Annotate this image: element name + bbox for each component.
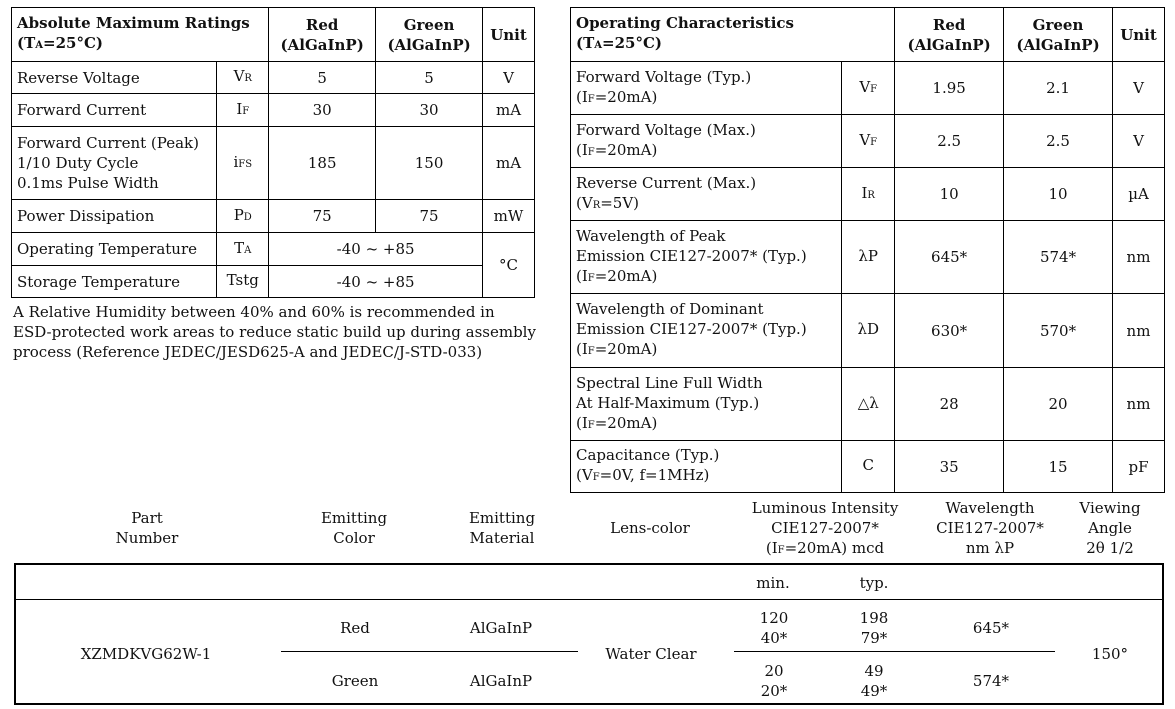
oc-col-red: Red (AlGaInP) — [895, 8, 1004, 62]
green-value: 10 — [1004, 168, 1113, 221]
table-row — [571, 441, 1165, 493]
table-row — [571, 368, 1165, 441]
table-row — [12, 266, 535, 298]
table-row — [12, 200, 535, 233]
oc-title-cell — [571, 8, 895, 62]
wavelength-cell: 645* — [972, 619, 1010, 637]
unit-cell: mW — [483, 200, 535, 233]
green-value: 20 — [1004, 368, 1113, 441]
amr-title: Absolute Maximum Ratings — [17, 14, 250, 32]
amr-condition: (TA=25°C) — [17, 34, 104, 52]
symbol-cell: TA — [217, 233, 269, 266]
param-cell: Wavelength of Peak Emission CIE127-2007* (Typ.) (IF=20mA) — [571, 221, 842, 294]
amr-col-unit: Unit — [483, 8, 535, 62]
unit-cell: V — [1113, 115, 1165, 168]
divider — [281, 651, 578, 652]
green-value: 2.5 — [1004, 115, 1113, 168]
param-cell: Forward Current (Peak) 1/10 Duty Cycle 0.1ms Pulse Width — [12, 127, 217, 200]
table-row — [12, 127, 535, 200]
unit-cell: mA — [483, 127, 535, 200]
red-value: 28 — [895, 368, 1004, 441]
subheader-typ: typ. — [859, 574, 889, 592]
symbol-cell: IR — [842, 168, 895, 221]
header-emitting-material: Emitting Material — [468, 509, 536, 547]
emitting-color-cell: Red — [340, 619, 370, 637]
unit-cell: pF — [1113, 441, 1165, 493]
param-cell: Forward Voltage (Typ.) (IF=20mA) — [571, 62, 842, 115]
red-value: 75 — [269, 200, 376, 233]
amr-title-cell — [12, 8, 269, 62]
red-value: 35 — [895, 441, 1004, 493]
header-part-number: Part Number — [115, 509, 179, 547]
red-value: 1.95 — [895, 62, 1004, 115]
green-value: 75 — [376, 200, 483, 233]
oc-col-unit: Unit — [1113, 8, 1165, 62]
header-lens-color: Lens-color — [610, 519, 690, 537]
table-row — [12, 233, 535, 266]
symbol-cell: VR — [217, 62, 269, 94]
unit-cell: nm — [1113, 294, 1165, 368]
param-cell: Wavelength of Dominant Emission CIE127-2007* (Typ.) (IF=20mA) — [571, 294, 842, 368]
absolute-max-ratings-table — [11, 7, 535, 298]
symbol-cell: PD — [217, 200, 269, 233]
header-viewing-angle: Viewing Angle 2θ 1/2 — [1079, 499, 1141, 557]
symbol-cell: λP — [842, 221, 895, 294]
red-value: 630* — [895, 294, 1004, 368]
table-row — [571, 115, 1165, 168]
param-cell: Spectral Line Full Width At Half-Maximum (Typ.) (IF=20mA) — [571, 368, 842, 441]
green-value: 570* — [1004, 294, 1113, 368]
symbol-cell: C — [842, 441, 895, 493]
divider — [734, 651, 1055, 652]
typ-intensity-cell: 198 79* — [859, 609, 889, 647]
unit-cell: nm — [1113, 368, 1165, 441]
subheader-min: min. — [756, 574, 790, 592]
header-wavelength: Wavelength CIE127-2007* nm λP — [936, 499, 1044, 557]
range-value: -40 ~ +85 — [269, 233, 483, 266]
red-value: 185 — [269, 127, 376, 200]
table-row — [12, 62, 535, 94]
amr-col-green: Green (AlGaInP) — [376, 8, 483, 62]
table-row — [571, 221, 1165, 294]
symbol-cell: IF — [217, 94, 269, 127]
unit-cell: V — [483, 62, 535, 94]
emitting-color-cell: Green — [331, 672, 379, 690]
oc-col-green: Green (AlGaInP) — [1004, 8, 1113, 62]
green-value: 2.1 — [1004, 62, 1113, 115]
operating-characteristics-table — [570, 7, 1165, 493]
range-value: -40 ~ +85 — [269, 266, 483, 298]
symbol-cell: VF — [842, 115, 895, 168]
symbol-cell: △λ — [842, 368, 895, 441]
wavelength-cell: 574* — [972, 672, 1010, 690]
red-value: 10 — [895, 168, 1004, 221]
red-value: 30 — [269, 94, 376, 127]
param-cell: Reverse Current (Max.) (VR=5V) — [571, 168, 842, 221]
green-value: 15 — [1004, 441, 1113, 493]
part-selection-table — [14, 563, 1164, 705]
emitting-material-cell: AlGaInP — [469, 672, 533, 690]
part-number-cell: XZMDKVG62W-1 — [80, 645, 212, 663]
param-cell: Operating Temperature — [12, 233, 217, 266]
green-value: 30 — [376, 94, 483, 127]
symbol-cell: iFS — [217, 127, 269, 200]
param-cell: Forward Current — [12, 94, 217, 127]
red-value: 5 — [269, 62, 376, 94]
symbol-cell: VF — [842, 62, 895, 115]
amr-col-red: Red (AlGaInP) — [269, 8, 376, 62]
green-value: 150 — [376, 127, 483, 200]
param-cell: Power Dissipation — [12, 200, 217, 233]
unit-cell: mA — [483, 94, 535, 127]
red-value: 645* — [895, 221, 1004, 294]
symbol-cell: Tstg — [217, 266, 269, 298]
humidity-note: A Relative Humidity between 40% and 60% is recommended in ESD-protected work areas to reduce static build up during assembly process (Reference JEDEC/JESD625-A and JEDEC/J-STD-033) — [13, 303, 536, 361]
unit-cell: nm — [1113, 221, 1165, 294]
header-emitting-color: Emitting Color — [320, 509, 388, 547]
param-cell: Forward Voltage (Max.) (IF=20mA) — [571, 115, 842, 168]
min-intensity-cell: 120 40* — [759, 609, 789, 647]
oc-condition: (TA=25°C) — [576, 34, 663, 52]
min-intensity-cell: 20 20* — [760, 662, 788, 700]
symbol-cell: λD — [842, 294, 895, 368]
green-value: 5 — [376, 62, 483, 94]
viewing-angle-cell: 150° — [1091, 645, 1129, 663]
green-value: 574* — [1004, 221, 1113, 294]
divider — [16, 599, 1162, 600]
table-row — [571, 294, 1165, 368]
oc-title: Operating Characteristics — [576, 14, 795, 32]
table-row — [571, 62, 1165, 115]
typ-intensity-cell: 49 49* — [860, 662, 888, 700]
unit-cell: °C — [483, 233, 535, 298]
unit-cell: V — [1113, 62, 1165, 115]
unit-cell: µA — [1113, 168, 1165, 221]
param-cell: Storage Temperature — [12, 266, 217, 298]
table-row — [571, 168, 1165, 221]
param-cell: Capacitance (Typ.) (VF=0V, f=1MHz) — [571, 441, 842, 493]
header-luminous-intensity: Luminous Intensity CIE127-2007* (IF=20mA) mcd — [751, 499, 899, 557]
red-value: 2.5 — [895, 115, 1004, 168]
lens-color-cell: Water Clear — [605, 645, 697, 663]
table-row — [12, 94, 535, 127]
param-cell: Reverse Voltage — [12, 62, 217, 94]
emitting-material-cell: AlGaInP — [469, 619, 533, 637]
